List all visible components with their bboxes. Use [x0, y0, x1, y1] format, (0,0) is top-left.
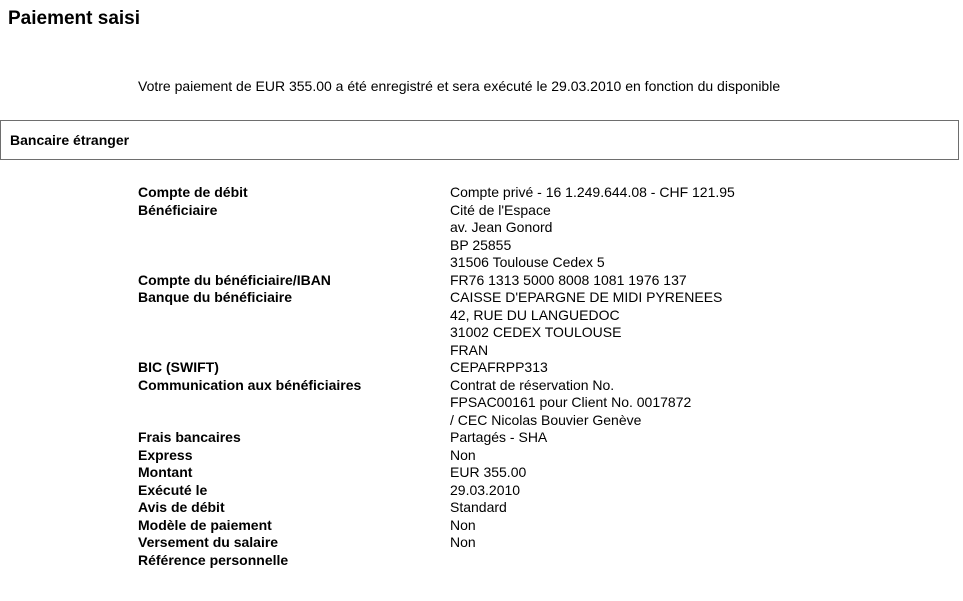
confirmation-message: Votre paiement de EUR 355.00 a été enregistré et sera exécuté le 29.03.2010 en fonction du disponible [138, 78, 781, 94]
detail-value [450, 184, 735, 202]
detail-label: BIC (SWIFT) [138, 359, 219, 375]
detail-value-line: Non [450, 534, 476, 550]
detail-value-line: Cité de l'Espace [450, 201, 551, 218]
detail-row [138, 552, 735, 570]
detail-value [450, 429, 547, 447]
page-title: Paiement saisi [8, 8, 141, 29]
detail-value [450, 202, 605, 272]
detail-row [138, 289, 735, 359]
detail-value-line: 29.03.2010 [450, 481, 521, 498]
detail-label: Montant [138, 464, 193, 480]
detail-label: Exécuté le [138, 481, 208, 498]
detail-value-line: / CEC Nicolas Bouvier Genève [450, 411, 642, 428]
detail-label: Frais bancaires [138, 429, 241, 445]
detail-value [450, 272, 687, 290]
detail-label: Avis de débit [138, 499, 225, 515]
detail-value-line: Non [450, 516, 476, 533]
detail-value [450, 359, 548, 377]
detail-value [450, 517, 476, 535]
detail-row [138, 202, 735, 272]
detail-value-line: 31002 CEDEX TOULOUSE [450, 324, 622, 340]
detail-value-line: FR76 1313 5000 8008 1081 1976 137 [450, 271, 687, 288]
detail-value-line: av. Jean Gonord [450, 219, 553, 235]
detail-row [138, 517, 735, 535]
detail-value [450, 499, 507, 517]
detail-row [138, 447, 735, 465]
detail-value-line: 31506 Toulouse Cedex 5 [450, 254, 605, 270]
detail-label: Référence personnelle [138, 551, 289, 568]
detail-value-line: Non [450, 446, 476, 463]
detail-label: Compte de débit [138, 184, 248, 200]
section-header [0, 120, 959, 160]
detail-label: Banque du bénéficiaire [138, 289, 293, 305]
detail-value [450, 289, 722, 359]
detail-row [138, 359, 735, 377]
section-title: Bancaire étranger [10, 132, 130, 148]
detail-row [138, 184, 735, 202]
detail-value-line: EUR 355.00 [450, 464, 527, 480]
detail-value [450, 377, 691, 430]
detail-label: Modèle de paiement [138, 516, 272, 533]
detail-label: Versement du salaire [138, 534, 279, 550]
detail-value-line: FRAN [450, 341, 489, 358]
detail-value-line: Partagés - SHA [450, 429, 548, 445]
detail-label: Bénéficiaire [138, 201, 218, 218]
detail-value-line: 42, RUE DU LANGUEDOC [450, 306, 620, 323]
detail-row [138, 534, 735, 552]
detail-value-line: Contrat de réservation No. [450, 376, 615, 393]
detail-value-line: Standard [450, 499, 507, 515]
detail-value-line: FPSAC00161 pour Client No. 0017872 [450, 394, 692, 410]
detail-label: Communication aux bénéficiaires [138, 376, 362, 393]
detail-row [138, 429, 735, 447]
detail-row [138, 482, 735, 500]
detail-row [138, 464, 735, 482]
detail-label: Express [138, 446, 193, 463]
detail-value [450, 464, 526, 482]
detail-row [138, 377, 735, 430]
detail-value-line: BP 25855 [450, 236, 512, 253]
detail-value-line: CEPAFRPP313 [450, 359, 548, 375]
detail-row [138, 272, 735, 290]
detail-value-line: CAISSE D'EPARGNE DE MIDI PYRENEES [450, 289, 723, 305]
payment-details [138, 184, 735, 569]
detail-row [138, 499, 735, 517]
detail-value-line: Compte privé - 16 1.249.644.08 - CHF 121.95 [450, 184, 735, 200]
detail-label: Compte du bénéficiaire/IBAN [138, 271, 331, 288]
detail-value [450, 534, 476, 552]
detail-value [450, 482, 520, 500]
detail-value [450, 447, 476, 465]
